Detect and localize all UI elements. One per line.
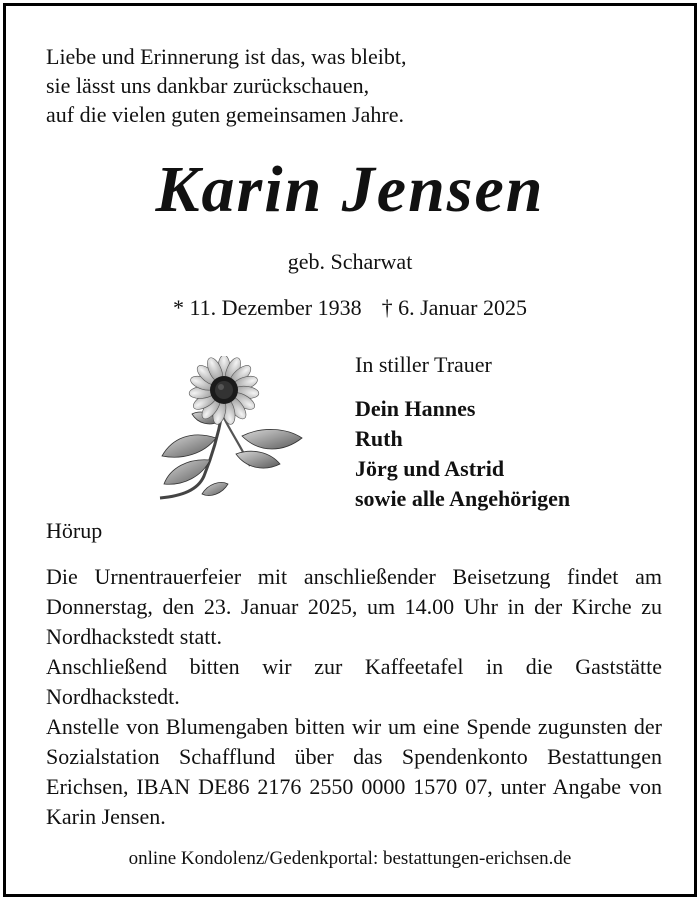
mourning-heading: In stiller Trauer [355, 352, 492, 377]
mourners-list [355, 394, 570, 514]
mourner-name: Dein Hannes [355, 396, 476, 421]
deceased-name: Karin Jensen [155, 153, 545, 226]
mourner-name: sowie alle Angehörigen [355, 486, 571, 511]
obituary-frame [3, 3, 697, 897]
ceremony-details [46, 562, 662, 832]
place-name: Hörup [46, 518, 103, 543]
death-date: † 6. Januar 2025 [381, 295, 527, 320]
donation-paragraph: Anstelle von Blumengaben bitten wir um eine Spende zugunsten der Sozialstation Schafflund über das Spendenkonto Bestattungen Erichsen, IBAN DE86 2176 2550 0000 1570 07, unter Angabe von Karin Jensen. [46, 714, 662, 829]
ceremony-paragraph: Die Urnentrauerfeier mit anschließender Beisetzung findet am Donnerstag, den 23. Januar 2025, um 14.00 Uhr in der Kirche zu Nordhackstedt statt. [46, 564, 662, 649]
quote-line: sie lässt uns dankbar zurückschauen, [46, 73, 370, 98]
condolence-portal: online Kondolenz/Gedenkportal: bestattungen-erichsen.de [128, 848, 572, 869]
sunflower-icon [152, 356, 312, 506]
quote-line: Liebe und Erinnerung ist das, was bleibt, [46, 44, 407, 69]
reception-paragraph: Anschließend bitten wir zur Kaffeetafel in die Gaststätte Nordhackstedt. [46, 654, 662, 709]
memorial-quote [46, 42, 406, 129]
birth-date: * 11. Dezember 1938 [173, 295, 362, 320]
life-dates [6, 295, 694, 321]
mourner-name: Jörg und Astrid [355, 456, 505, 481]
quote-line: auf die vielen guten gemeinsamen Jahre. [46, 102, 404, 127]
birth-name: geb. Scharwat [287, 249, 413, 274]
mourner-name: Ruth [355, 426, 403, 451]
